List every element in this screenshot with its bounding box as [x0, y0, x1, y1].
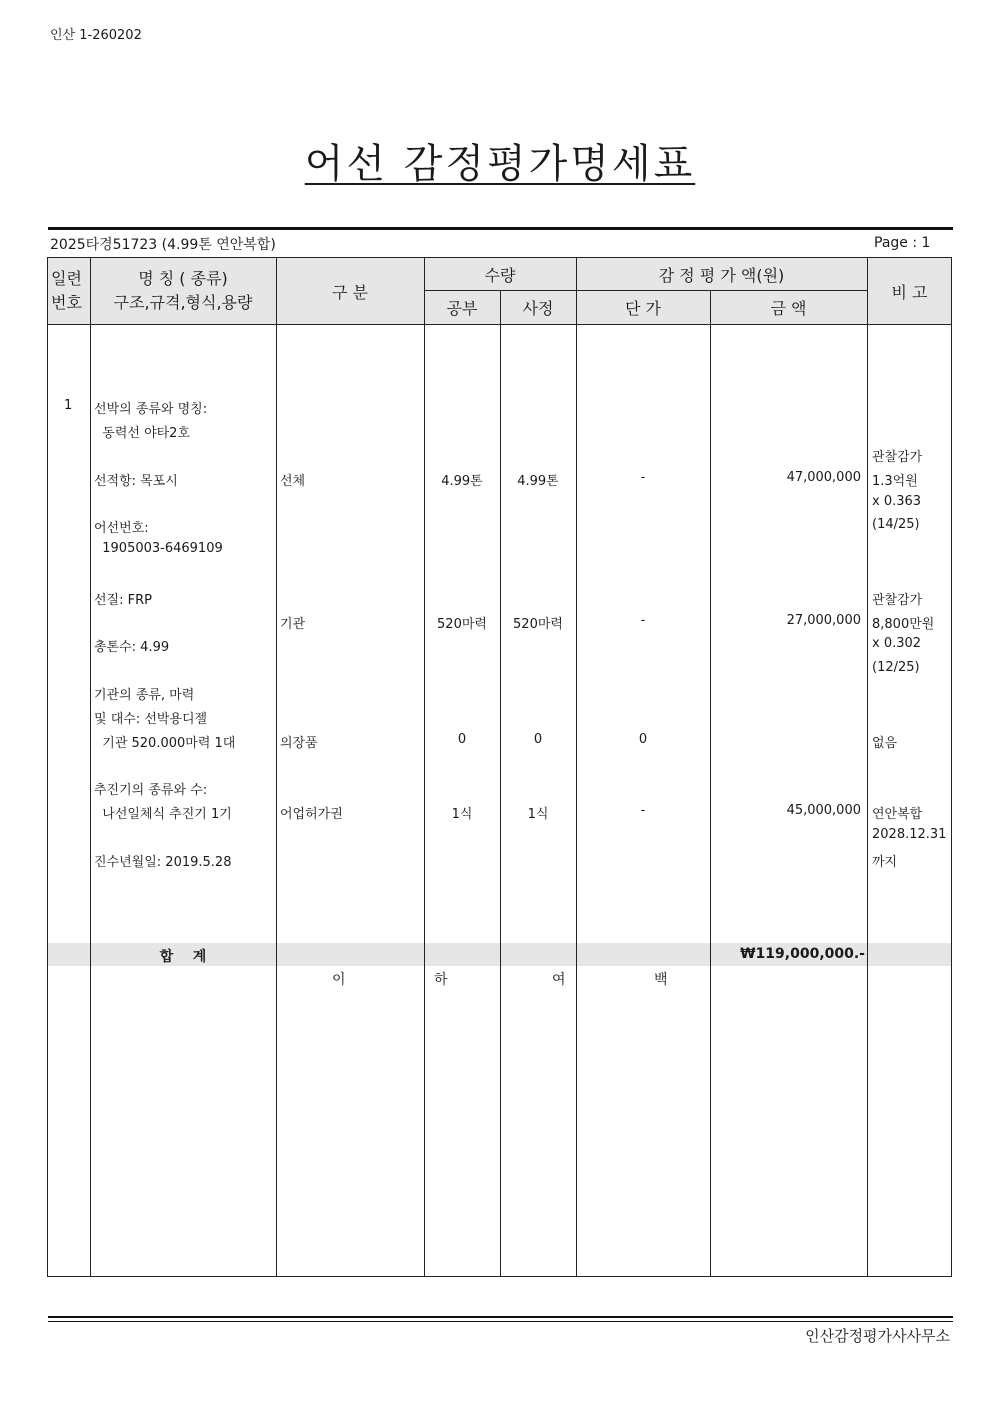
- subheader-divider: [424, 290, 867, 291]
- row-unit-price: -: [640, 470, 646, 485]
- row-category: 기관: [280, 617, 306, 632]
- item-serial: 1: [64, 398, 73, 413]
- item-desc-line: 진수년월일: 2019.5.28: [94, 855, 232, 870]
- item-desc-line: 선적항: 목포시: [94, 474, 178, 489]
- row-remark-line: 8,800만원: [872, 617, 935, 632]
- row-amount: 27,000,000: [786, 613, 861, 628]
- row-qty-book: 0: [457, 732, 467, 747]
- row-remark-line: 관찰감가: [872, 450, 923, 465]
- header-qty-actual: 사정: [522, 299, 554, 318]
- col-divider: [867, 258, 868, 1277]
- header-serial-2: 번호: [51, 293, 82, 312]
- row-remark-line: 1.3억원: [872, 474, 918, 489]
- row-remark-line: 연안복합: [872, 807, 923, 822]
- header-bottom-rule: [48, 324, 952, 325]
- col-divider: [424, 258, 425, 1277]
- total-amount: ₩119,000,000.-: [740, 946, 865, 962]
- row-remark-line: x 0.302: [872, 636, 922, 651]
- row-remark-line: (12/25): [872, 660, 920, 675]
- footer-rule: [48, 1316, 953, 1318]
- document-id: 인산 1-260202: [50, 28, 142, 43]
- top-rule: [48, 227, 953, 230]
- row-amount: 45,000,000: [786, 803, 861, 818]
- row-qty-actual: 0: [533, 732, 543, 747]
- footer-rule: [48, 1321, 953, 1322]
- title-text: 어선 감정평가명세표: [304, 141, 696, 187]
- item-desc-line: 선질: FRP: [94, 593, 152, 608]
- row-qty-book: 1식: [451, 807, 473, 822]
- header-quantity: 수량: [484, 266, 516, 285]
- item-desc-line: 선박의 종류와 명칭:: [94, 402, 208, 417]
- item-desc-line: 기관 520.000마력 1대: [94, 736, 236, 751]
- item-desc-line: 나선일체식 추진기 1기: [94, 807, 232, 822]
- row-unit-price: -: [640, 803, 646, 818]
- row-remark-line: x 0.363: [872, 494, 922, 509]
- row-qty-actual: 1식: [527, 807, 549, 822]
- row-unit-price: 0: [638, 732, 648, 747]
- row-qty-book: 520마력: [437, 617, 487, 632]
- row-qty-book: 4.99톤: [441, 474, 483, 489]
- row-remark-line: 2028.12.31: [872, 827, 947, 842]
- row-category: 의장품: [280, 736, 318, 751]
- row-remark-line: 관찰감가: [872, 593, 923, 608]
- case-number: 2025타경51723 (4.99톤 연안복합): [50, 237, 276, 253]
- item-desc-line: 1905003-6469109: [94, 541, 223, 556]
- header-serial-1: 일련: [51, 269, 82, 288]
- row-amount: 47,000,000: [786, 470, 861, 485]
- office-name: 인산감정평가사사무소: [805, 1327, 950, 1345]
- page-number: Page : 1: [874, 235, 931, 251]
- col-divider: [710, 290, 711, 1277]
- ending-mark: 여: [552, 972, 566, 988]
- row-category: 어업허가권: [280, 807, 343, 822]
- header-name-1: 명 칭 ( 종류): [138, 269, 228, 288]
- header-qty-book: 공부: [446, 299, 478, 318]
- header-remarks: 비 고: [891, 283, 928, 302]
- item-desc-line: 및 대수: 선박용디젤: [94, 712, 208, 727]
- header-category: 구 분: [332, 283, 368, 302]
- row-remark-line: 까지: [872, 855, 898, 870]
- row-unit-price: -: [640, 613, 646, 628]
- col-divider: [500, 290, 501, 1277]
- header-name-2: 구조,규격,형식,용량: [113, 293, 253, 312]
- ending-mark: 이: [332, 972, 346, 988]
- col-divider: [276, 258, 277, 1277]
- item-desc-line: 기관의 종류, 마력: [94, 688, 195, 703]
- row-remark-line: 없음: [872, 736, 898, 751]
- row-remark-line: (14/25): [872, 517, 920, 532]
- page-title: [0, 132, 1000, 189]
- item-desc-line: 추진기의 종류와 수:: [94, 783, 208, 798]
- row-category: 선체: [280, 474, 306, 489]
- header-unit-price: 단 가: [625, 299, 661, 318]
- col-divider: [90, 258, 91, 1277]
- item-desc-line: 어선번호:: [94, 521, 149, 536]
- row-qty-actual: 520마력: [513, 617, 563, 632]
- total-label: 합 계: [159, 949, 207, 965]
- ending-mark: 백: [654, 972, 668, 988]
- row-qty-actual: 4.99톤: [517, 474, 559, 489]
- item-desc-line: 동력선 야타2호: [94, 426, 191, 441]
- ending-mark: 하: [434, 972, 448, 988]
- item-desc-line: 총톤수: 4.99: [94, 640, 170, 655]
- header-appraisal: 감 정 평 가 액(원): [658, 266, 785, 285]
- col-divider: [576, 258, 577, 1277]
- header-amount: 금 액: [770, 299, 807, 318]
